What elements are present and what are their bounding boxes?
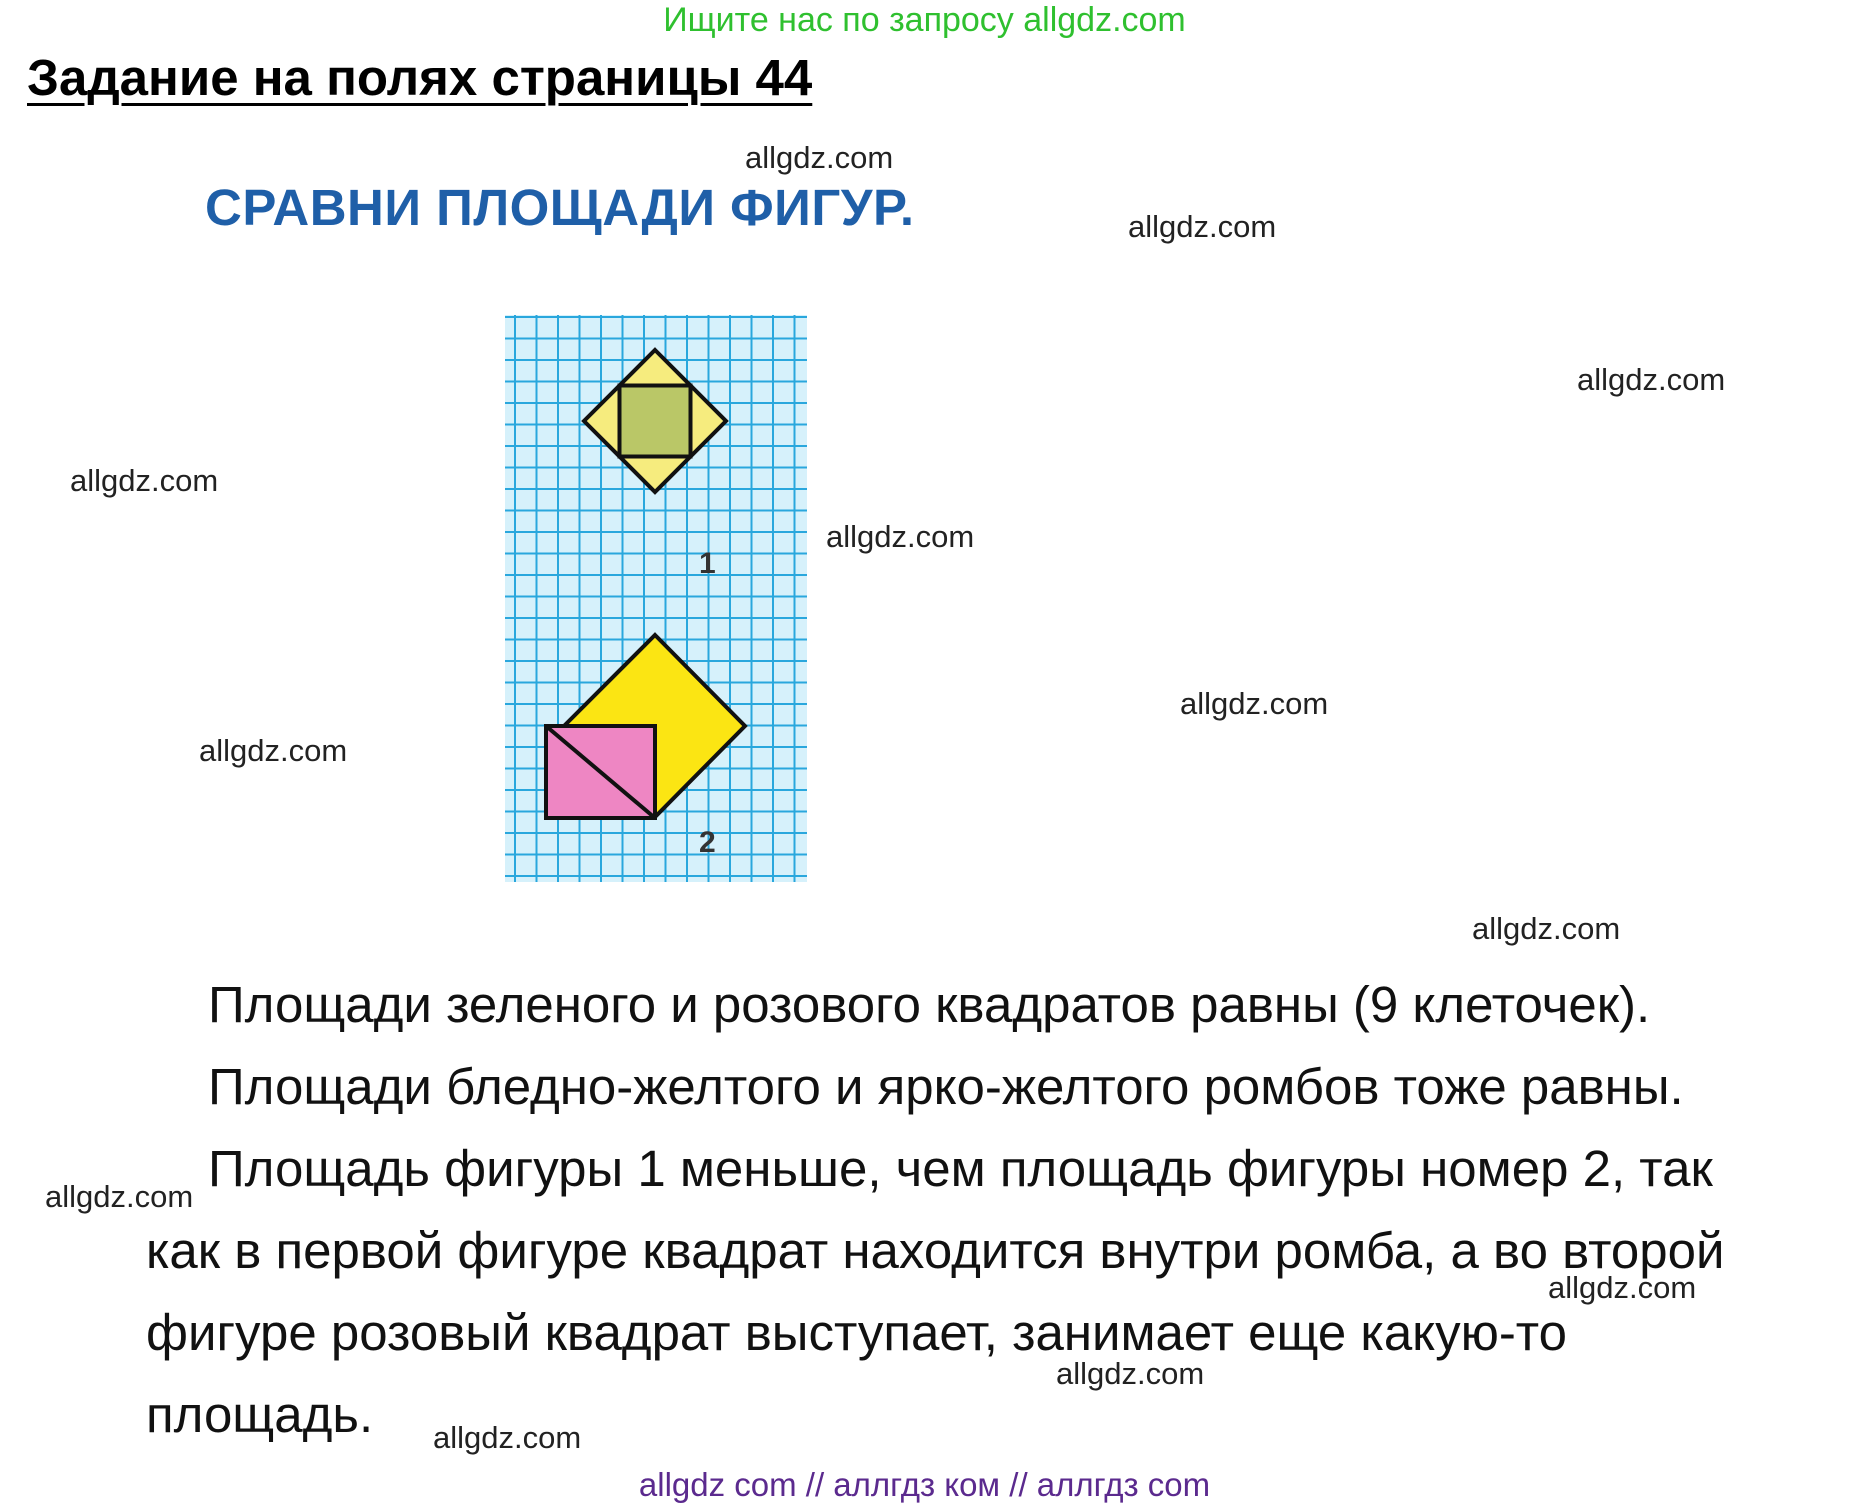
figure-1-label: 1 (699, 547, 716, 580)
figure-2-label: 2 (699, 826, 716, 859)
answer-line-2: Площади бледно-желтого и ярко-желтого ромбов тоже равны. (208, 1058, 1684, 1115)
watermark: allgdz.com (1056, 1356, 1205, 1391)
task-title: СРАВНИ ПЛОЩАДИ ФИГУР. (205, 179, 915, 236)
footer-links: allgdz com // аллгдз ком // аллгдз com (638, 1466, 1211, 1503)
watermark: allgdz.com (1577, 362, 1726, 397)
watermark: allgdz.com (70, 463, 219, 498)
figure-1-green-square (620, 386, 691, 457)
watermark: allgdz.com (1548, 1270, 1697, 1305)
answer-line-6: площадь. (146, 1386, 374, 1443)
page-heading: Задание на полях страницы 44 (27, 49, 813, 106)
watermark: allgdz.com (745, 140, 894, 175)
answer-line-5: фигуре розовый квадрат выступает, занимает еще какую-то (146, 1304, 1567, 1361)
answer-line-4: как в первой фигуре квадрат находится внутри ромба, а во второй (146, 1222, 1725, 1279)
search-banner: Ищите нас по запросу allgdz.com (663, 1, 1186, 39)
watermark: allgdz.com (826, 519, 975, 554)
answer-line-1: Площади зеленого и розового квадратов равны (9 клеточек). (208, 976, 1651, 1033)
watermark: allgdz.com (1128, 209, 1277, 244)
watermark: allgdz.com (1472, 911, 1621, 946)
answer-line-3: Площадь фигуры 1 меньше, чем площадь фигуры номер 2, так (208, 1140, 1713, 1197)
shapes-grid-figure (505, 315, 807, 882)
watermark: allgdz.com (1180, 686, 1329, 721)
watermark: allgdz.com (45, 1179, 194, 1214)
watermark: allgdz.com (433, 1420, 582, 1455)
watermark: allgdz.com (199, 733, 348, 768)
